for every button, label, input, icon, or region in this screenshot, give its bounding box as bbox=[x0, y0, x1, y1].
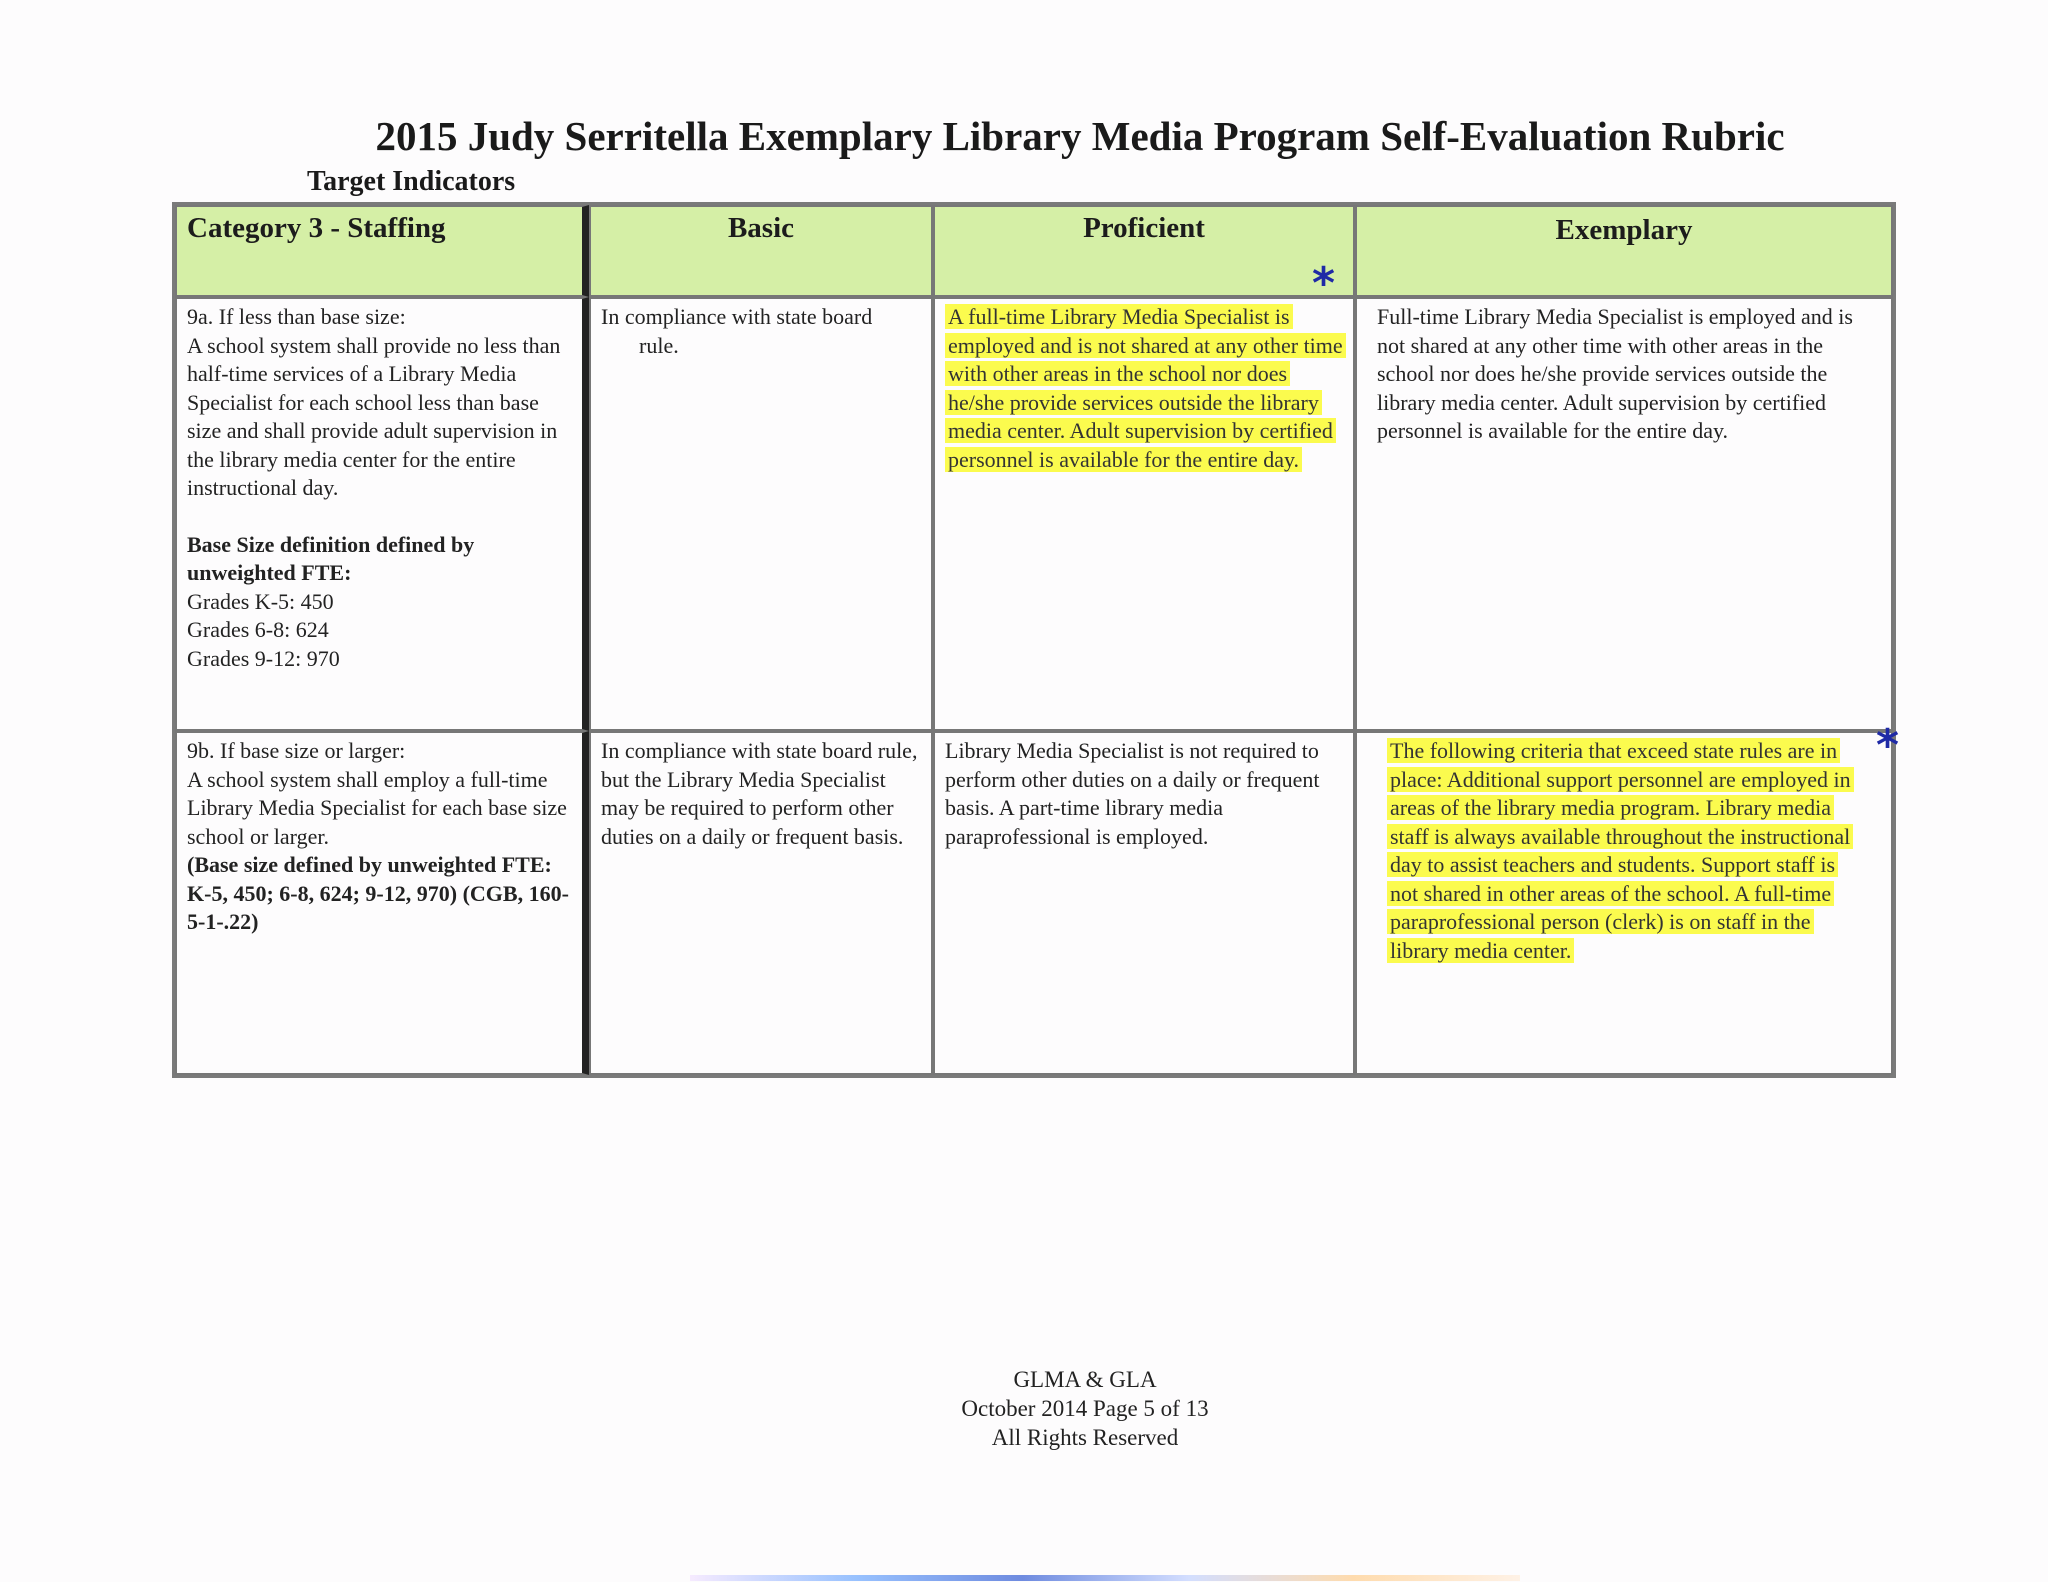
row-9a-basic bbox=[589, 297, 933, 731]
row-9b-basic-text: In compliance with state board rule, but the Library Media Specialist may be required to perform other duties on a daily or frequent basis. bbox=[601, 738, 918, 849]
footer-organization: GLMA & GLA bbox=[1013, 1367, 1157, 1392]
document-title: 2015 Judy Serritella Exemplary Library Media Program Self-Evaluation Rubric bbox=[375, 113, 1785, 159]
row-9b-exemplary-highlighted: The following criteria that exceed state rules are in place: Additional support personnel are employed in areas of the library media program. Library media staff is always available throughout the instructional day to assist teachers and students. Support staff is not shared in other areas of the school. A full-time paraprofessional person (clerk) is on staff in the library media center. bbox=[1387, 738, 1854, 963]
row-9b-title: 9b. If base size or larger: bbox=[187, 738, 406, 763]
row-9a-proficient-highlighted: A full-time Library Media Specialist is employed and is not shared at any other time with other areas in the school nor does he/she provide services outside the library media center. Adult supervision by certified personnel is available for the entire day. bbox=[945, 304, 1346, 472]
header-proficient: Proficient bbox=[933, 205, 1355, 297]
grades-6-8: Grades 6-8: 624 bbox=[187, 617, 329, 642]
header-basic: Basic bbox=[589, 205, 933, 297]
row-9a-exemplary bbox=[1355, 297, 1893, 731]
scan-artifact bbox=[690, 1575, 1520, 1581]
row-9a-exemplary-text: Full-time Library Media Specialist is employed and is not shared at any other time with other areas in the school nor does he/she provide services outside the library media center. Adult supervision by certified personnel is available for the entire day. bbox=[1377, 304, 1853, 443]
row-9a-title: 9a. If less than base size: bbox=[187, 304, 406, 329]
header-category: Category 3 - Staffing bbox=[175, 205, 589, 297]
pen-mark-proficient-icon: * bbox=[1312, 258, 1336, 309]
row-9a-text: A school system shall provide no less than half-time services of a Library Media Specialist for each school less than base size and shall provide adult supervision in the library media center for the entire instructional day. bbox=[187, 332, 561, 500]
row-9b-proficient-text: Library Media Specialist is not required to perform other duties on a daily or frequent basis. A part-time library media paraprofessional is employed. bbox=[945, 738, 1320, 849]
row-9a-proficient bbox=[933, 297, 1355, 731]
grades-k5: Grades K-5: 450 bbox=[187, 588, 334, 614]
row-9a-indicator bbox=[175, 297, 589, 731]
footer-rights: All Rights Reserved bbox=[991, 1425, 1179, 1450]
pen-mark-exemplary-icon: * bbox=[1876, 720, 1900, 771]
row-9b-basic bbox=[589, 731, 933, 1075]
page-footer bbox=[880, 1365, 1290, 1452]
header-exemplary: Exemplary bbox=[1355, 205, 1893, 297]
footer-date-page: October 2014 Page 5 of 13 bbox=[961, 1396, 1209, 1421]
row-9a-basic-line2: rule. bbox=[639, 332, 679, 358]
section-subtitle: Target Indicators bbox=[307, 166, 516, 197]
row-9b-indicator bbox=[175, 731, 589, 1075]
row-9b-proficient bbox=[933, 731, 1355, 1075]
row-9b-base-size-note: (Base size defined by unweighted FTE: K-5, 450; 6-8, 624; 9-12, 970) (CGB, 160-5-1-.22) bbox=[187, 852, 569, 934]
base-size-heading: Base Size definition defined by unweighted FTE: bbox=[187, 531, 475, 585]
row-9b-text: A school system shall employ a full-time Library Media Specialist for each base size school or larger. bbox=[187, 766, 567, 849]
row-9a-basic-line1: In compliance with state board bbox=[601, 304, 873, 329]
row-9b-exemplary bbox=[1355, 731, 1893, 1075]
grades-9-12: Grades 9-12: 970 bbox=[187, 645, 340, 671]
rubric-table bbox=[172, 202, 1896, 1078]
